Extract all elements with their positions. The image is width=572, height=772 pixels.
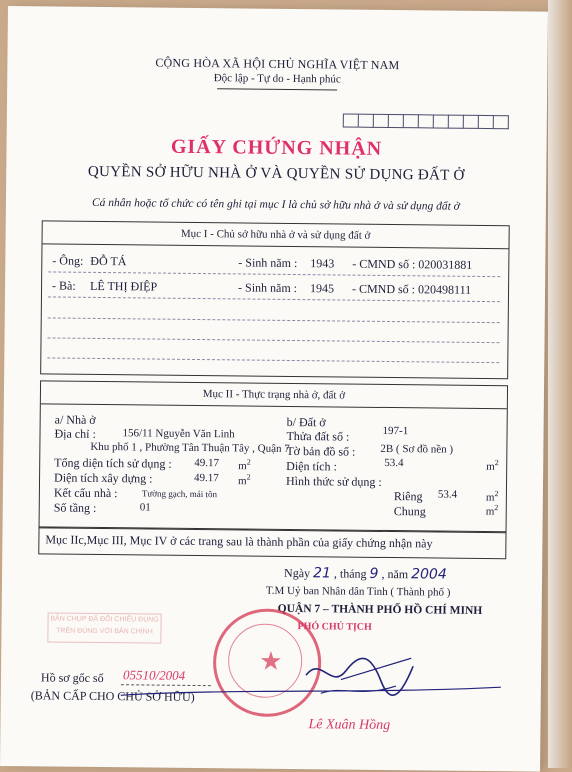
owner-2-birth-label: - Sinh năm : xyxy=(237,280,298,296)
document-title: GIẤY CHỨNG NHẬN xyxy=(170,135,383,160)
build-area-label: Diện tích xây dựng : xyxy=(53,470,153,486)
verification-stamp: BẢN CHỤP ĐÃ ĐỐI CHIẾU ĐÚNG TRÊN ĐÚNG VỚI BẢN CHÍNH xyxy=(47,612,161,643)
record-number: 05510/2004 xyxy=(122,667,186,683)
owner-2-birth: 1945 xyxy=(309,281,335,296)
structure-value: Tường gạch, mái tôn xyxy=(141,488,218,500)
divider xyxy=(48,317,500,323)
plot-label: Thửa đất số : xyxy=(286,428,350,444)
floors-value: 01 xyxy=(139,501,151,514)
section-property xyxy=(39,380,509,533)
owner-2-name: LÊ THỊ ĐIỆP xyxy=(90,278,158,294)
owner-1-id: 020031881 xyxy=(418,257,473,272)
note-text: Mục IIc,Mục III, Mục IV ở các trang sau là thành phần của giấy chứng nhận này xyxy=(45,532,433,551)
total-area-value: 49.17 xyxy=(194,456,220,470)
signer-role: PHÓ CHỦ TỊCH xyxy=(297,621,372,633)
owner-1-id-label: - CMND số : xyxy=(352,256,416,272)
owner-1-name: ĐỖ TÁ xyxy=(90,253,127,269)
address-line-2: Khu phố 1 , Phường Tân Thuận Tây , Quận 7 xyxy=(90,440,290,455)
private-value: 53.4 xyxy=(437,488,458,501)
date-line: Ngày 21 , tháng 9 , năm 2004 xyxy=(284,565,447,583)
address-line-1: 156/11 Nguyễn Văn Linh xyxy=(122,427,235,441)
section-owners-heading: Mục I - Chủ sở hữu nhà ở và sử dụng đất ở xyxy=(43,221,509,249)
owner-2-label: - Bà: xyxy=(52,278,76,293)
signer-name: Lê Xuân Hồng xyxy=(308,717,391,734)
map-label: Tờ bản đồ số : xyxy=(286,443,356,459)
land-area-unit: $m^2$ xyxy=(486,458,499,473)
total-area-label: Tổng diện tích sử dụng : xyxy=(54,455,172,471)
record-label: Hồ sơ gốc số xyxy=(40,670,104,686)
total-area-unit: $m^2$ xyxy=(238,457,251,473)
handwritten-strokes xyxy=(111,647,512,711)
private-unit: $m^2$ xyxy=(485,489,499,504)
use-label: Hình thức sử dụng : xyxy=(285,473,382,489)
house-heading: a/ Nhà ở xyxy=(54,412,96,427)
floors-label: Số tầng : xyxy=(53,500,97,515)
document-subtitle: QUYỀN SỞ HỮU NHÀ Ở VÀ QUYỀN SỬ DỤNG ĐẤT Ở xyxy=(87,163,465,184)
motto: Độc lập - Tự do - Hạnh phúc xyxy=(213,72,341,86)
build-area-unit: $m^2$ xyxy=(237,472,251,488)
owner-2-id-label: - CMND số : xyxy=(351,281,416,297)
owner-1-birth: 1943 xyxy=(310,256,335,271)
divider xyxy=(48,337,500,343)
land-area-label: Diện tích : xyxy=(286,458,337,474)
authority-line-1: T.M Uỷ ban Nhân dân Tỉnh ( Thành phố ) xyxy=(265,584,451,599)
divider xyxy=(47,357,499,363)
land-heading: b/ Đất ở xyxy=(286,414,326,430)
serial-number-boxes xyxy=(343,114,509,130)
copy-note: (BẢN CẤP CHO CHỦ SỞ HỮU) xyxy=(30,688,195,704)
note-box xyxy=(38,526,506,559)
address-label: Địa chỉ : xyxy=(54,426,96,441)
land-area-value: 53.4 xyxy=(384,456,404,470)
owner-2-id: 020498111 xyxy=(417,282,472,297)
page-edge xyxy=(548,0,572,768)
plot-value: 197-1 xyxy=(382,424,409,438)
shared-label: Chung xyxy=(393,504,426,519)
section-property-heading: Mục II - Thực trạng nhà ở, đất ở xyxy=(41,381,507,409)
structure-label: Kết cấu nhà : xyxy=(53,485,118,501)
motto-underline xyxy=(217,88,337,90)
certificate-page xyxy=(0,6,548,772)
intro-text: Cá nhân hoặc tổ chức có tên ghi tại mục I là chủ sở hữu nhà ở và sử dụng đất ở xyxy=(91,196,460,213)
build-area-value: 49.17 xyxy=(194,471,219,485)
nation-title: CỘNG HÒA XÃ HỘI CHỦ NGHĨA VIỆT NAM xyxy=(155,55,400,73)
star-icon: ★ xyxy=(259,646,283,676)
shared-unit: $m^2$ xyxy=(485,503,499,518)
map-value: 2B ( Sơ đồ nền ) xyxy=(380,442,454,456)
private-label: Riêng xyxy=(393,489,423,504)
authority-line-2: QUẬN 7 – THÀNH PHỐ HỒ CHÍ MINH xyxy=(277,602,483,617)
owner-1-label: - Ông: xyxy=(52,253,84,268)
owner-1-birth-label: - Sinh năm : xyxy=(238,255,298,271)
section-owners xyxy=(40,220,510,379)
